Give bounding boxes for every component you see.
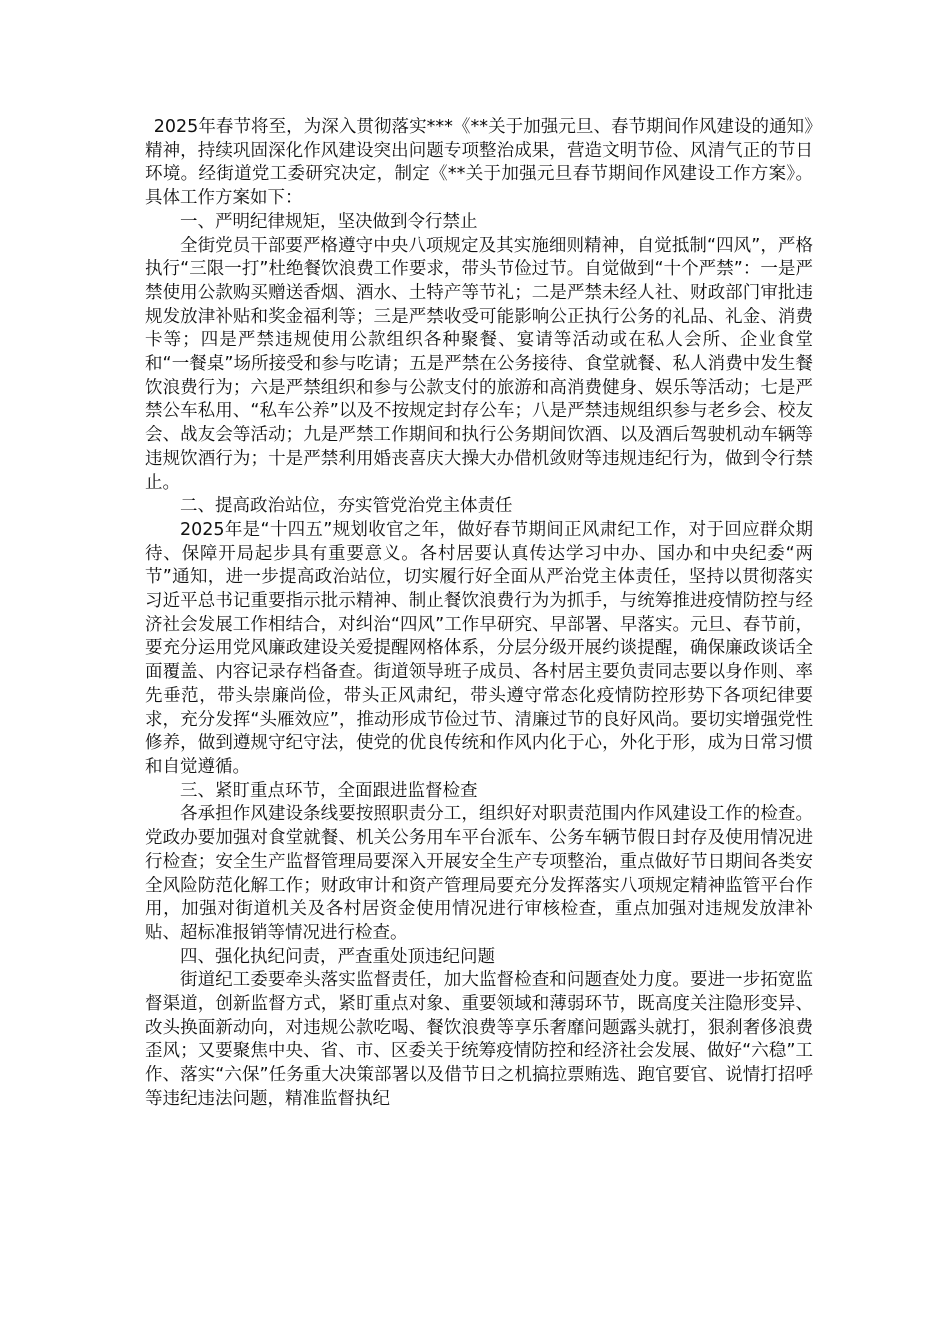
section-heading-3: 三、紧盯重点环节，全面跟进监督检查: [180, 780, 478, 801]
document-page: [145, 116, 813, 1112]
section-body-2: 2025年是“十四五”规划收官之年，做好春节期间正风肃纪工作，对于回应群众期待、保障开局起步具有重要意义。各村居要认真传达学习中办、国办和中央纪委“两节”通知，进一步提高政治站位，切实履行好全面从严治党主体责任，坚持以贯彻落实习近平总书记重要指示批示精神、制止餐饮浪费行为为抓手，与统筹推进疫情防控与经济社会发展工作相结合，对纠治“四风”工作早研究、早部署、早落实。元旦、春节前，要充分运用党风廉政建设关爱提醒网格体系，分层分级开展约谈提醒，确保廉政谈话全面覆盖、内容记录存档备查。街道领导班子成员、各村居主要负责同志要以身作则、率先垂范，带头崇廉尚俭，带头正风肃纪，带头遵守常态化疫情防控形势下各项纪律要求，充分发挥“头雁效应”，推动形成节俭过节、清廉过节的良好风尚。要切实增强党性修养，做到遵规守纪守法，使党的优良传统和作风内化于心，外化于形，成为日常习惯和自觉遵循。: [145, 519, 813, 777]
section-body-3: 各承担作风建设条线要按照职责分工，组织好对职责范围内作风建设工作的检查。党政办要加强对食堂就餐、机关公务用车平台派车、公务车辆节假日封存及使用情况进行检查；安全生产监督管理局要深入开展安全生产专项整治，重点做好节日期间各类安全风险防范化解工作；财政审计和资产管理局要充分发挥落实八项规定精神监管平台作用，加强对街道机关及各村居资金使用情况进行审核检查，重点加强对违规发放津补贴、超标准报销等情况进行检查。: [145, 804, 813, 943]
section-heading-2: 二、提高政治站位，夯实管党治党主体责任: [180, 496, 513, 517]
section-body-1: 全街党员干部要严格遵守中央八项规定及其实施细则精神，自觉抵制“四风”，严格执行“三限一打”杜绝餐饮浪费工作要求，带头节俭过节。自觉做到“十个严禁”：一是严禁使用公款购买赠送香烟、酒水、土特产等节礼；二是严禁未经人社、财政部门审批违规发放津补贴和奖金福利等；三是严禁收受可能影响公正执行公务的礼品、礼金、消费卡等；四是严禁违规使用公款组织各种聚餐、宴请等活动或在私人会所、企业食堂和“一餐桌”场所接受和参与吃请；五是严禁在公务接待、食堂就餐、私人消费中发生餐饮浪费行为；六是严禁组织和参与公款支付的旅游和高消费健身、娱乐等活动；七是严禁公车私用、“私车公养”以及不按规定封存公车；八是严禁违规组织参与老乡会、校友会、战友会等活动；九是严禁工作期间和执行公务期间饮酒、以及酒后驾驶机动车辆等违规饮酒行为；十是严禁利用婚丧喜庆大操大办借机敛财等违规违纪行为，做到令行禁止。: [145, 235, 813, 493]
intro-paragraph: 2025年春节将至，为深入贯彻落实***《**关于加强元旦、春节期间作风建设的通知》精神，持续巩固深化作风建设突出问题专项整治成果，营造文明节俭、风清气正的节日环境。经街道党工委研究决定，制定《**关于加强元旦春节期间作风建设工作方案》。具体工作方案如下：: [145, 117, 813, 209]
section-heading-1: 一、严明纪律规矩，坚决做到令行禁止: [180, 211, 478, 232]
section-heading-4: 四、强化执纪问责，严查重处顶违纪问题: [180, 946, 495, 967]
section-body-4: 街道纪工委要牵头落实监督责任，加大监督检查和问题查处力度。要进一步拓宽监督渠道，创新监督方式，紧盯重点对象、重要领域和薄弱环节，既高度关注隐形变异、改头换面新动向，对违规公款吃喝、餐饮浪费等享乐奢靡问题露头就打，狠刹奢侈浪费歪风；又要聚焦中央、省、市、区委关于统筹疫情防控和经济社会发展、做好“六稳”工作、落实“六保”任务重大决策部署以及借节日之机搞拉票贿选、跑官要官、说情打招呼等违纪违法问题，精准监督执纪: [145, 970, 813, 1109]
